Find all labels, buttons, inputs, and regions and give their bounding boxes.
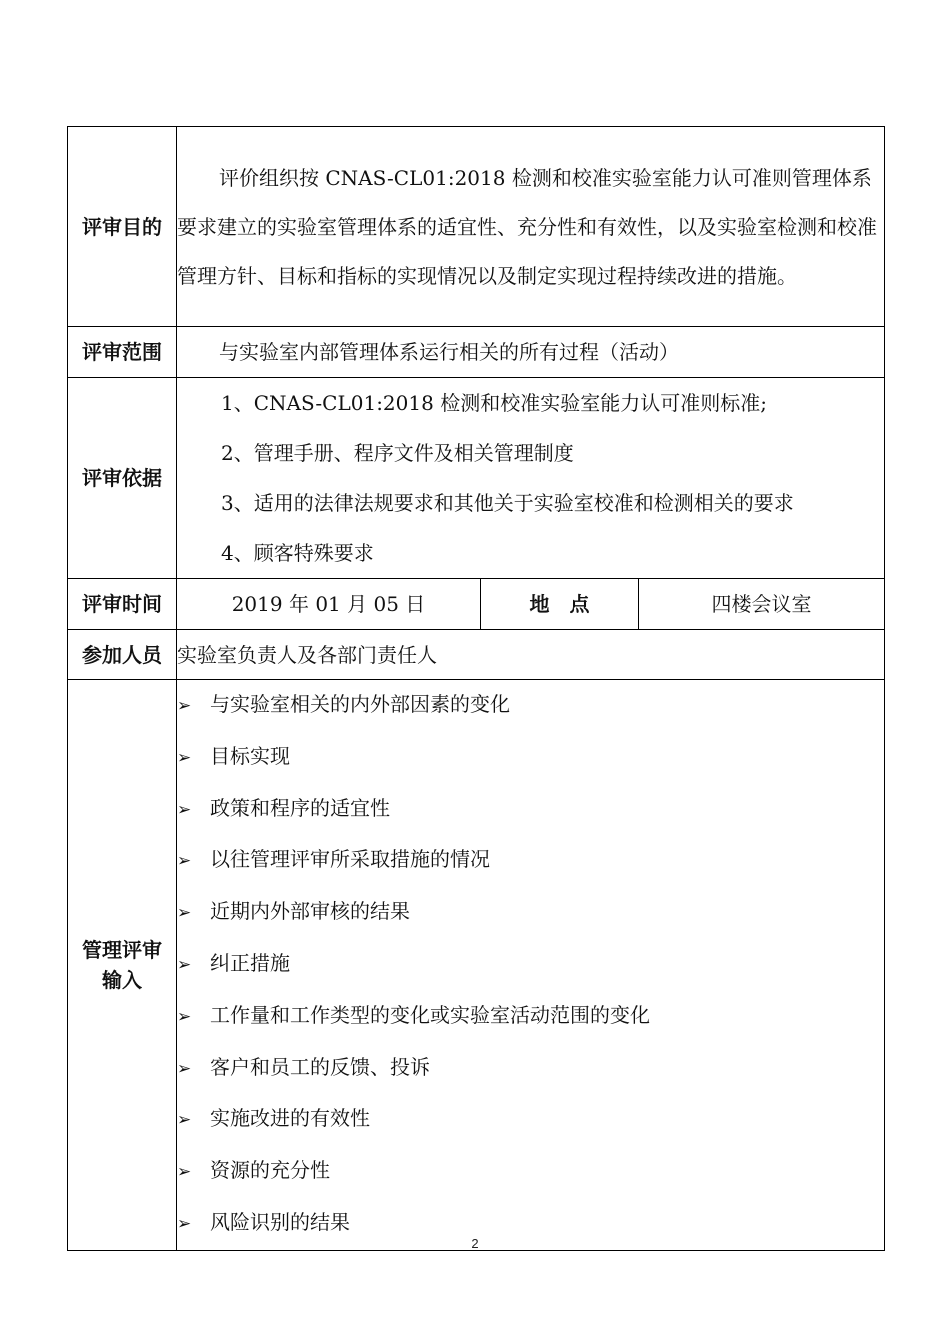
list-item-text: 政策和程序的适宜性 [210,795,390,820]
arrow-bullet-icon: ➢ [177,1162,192,1183]
arrow-bullet-icon: ➢ [177,747,192,768]
location-label: 地 点 [481,579,639,630]
arrow-bullet-icon: ➢ [177,799,192,820]
list-item-text: 与实验室相关的内外部因素的变化 [210,692,510,716]
row-purpose [68,127,885,327]
purpose-label: 评审目的 [68,127,177,327]
row-basis [68,378,885,579]
purpose-text: 评价组织按 CNAS-CL01:2018 检测和校准实验室能力认可准则管理体系要求建立的实验室管理体系的适宜性、充分性和有效性，以及实验室检测和校准管理方针、目标和指标的实现情况以及制定实现过程持续改进的措施。 [177,166,877,288]
inputs-list [177,680,884,1250]
list-item [177,1094,884,1146]
list-item [177,732,884,784]
inputs-label [68,680,177,1251]
management-review-table [67,126,885,1251]
arrow-bullet-icon: ➢ [177,903,192,924]
arrow-bullet-icon: ➢ [177,1213,192,1234]
list-item-text: 近期内外部审核的结果 [210,899,410,924]
arrow-bullet-icon: ➢ [177,851,192,872]
list-item [177,1146,884,1198]
inputs-label-line2: 输入 [102,967,142,992]
list-item [177,939,884,991]
row-scope [68,327,885,378]
list-item [177,835,884,887]
list-item-text: 工作量和工作类型的变化或实验室活动范围的变化 [210,1002,650,1027]
participants-cell [177,630,885,680]
list-item [177,887,884,939]
list-item [177,680,884,732]
arrow-bullet-icon: ➢ [177,1110,192,1131]
list-item-text: 资源的充分性 [210,1158,330,1183]
arrow-bullet-icon: ➢ [177,1006,192,1027]
basis-item: 2、管理手册、程序文件及相关管理制度 [221,441,574,465]
list-item-text: 风险识别的结果 [210,1209,350,1234]
row-time [68,579,885,630]
basis-item: 1、CNAS-CL01:2018 检测和校准实验室能力认可准则标准; [221,391,767,415]
location-value: 四楼会议室 [711,592,812,616]
scope-cell [177,327,885,378]
list-item-text: 目标实现 [210,743,290,768]
scope-text: 与实验室内部管理体系运行相关的所有过程（活动） [219,340,679,364]
list-item-text: 实施改进的有效性 [210,1106,370,1131]
participants-label: 参加人员 [68,630,177,680]
row-participants [68,630,885,680]
arrow-bullet-icon: ➢ [177,696,192,716]
inputs-label-line1: 管理评审 [82,937,162,962]
basis-item: 3、适用的法律法规要求和其他关于实验室校准和检测相关的要求 [221,491,794,515]
location-value-cell [639,579,885,630]
list-item-text: 客户和员工的反馈、投诉 [210,1054,430,1079]
row-inputs [68,680,885,1251]
list-item [177,784,884,836]
basis-item: 4、顾客特殊要求 [221,541,374,565]
list-item [177,1043,884,1095]
basis-label: 评审依据 [68,378,177,579]
time-value-cell [177,579,481,630]
scope-label: 评审范围 [68,327,177,378]
inputs-cell [177,680,885,1251]
list-item-text: 纠正措施 [210,950,290,975]
list-item [177,991,884,1043]
purpose-cell [177,127,885,327]
list-item-text: 以往管理评审所采取措施的情况 [210,847,490,872]
arrow-bullet-icon: ➢ [177,954,192,975]
page-number: 2 [471,1236,479,1251]
participants-value: 实验室负责人及各部门责任人 [177,642,437,667]
time-label: 评审时间 [68,579,177,630]
basis-cell [177,378,885,579]
time-value: 2019 年 01 月 05 日 [231,592,426,616]
arrow-bullet-icon: ➢ [177,1058,192,1079]
